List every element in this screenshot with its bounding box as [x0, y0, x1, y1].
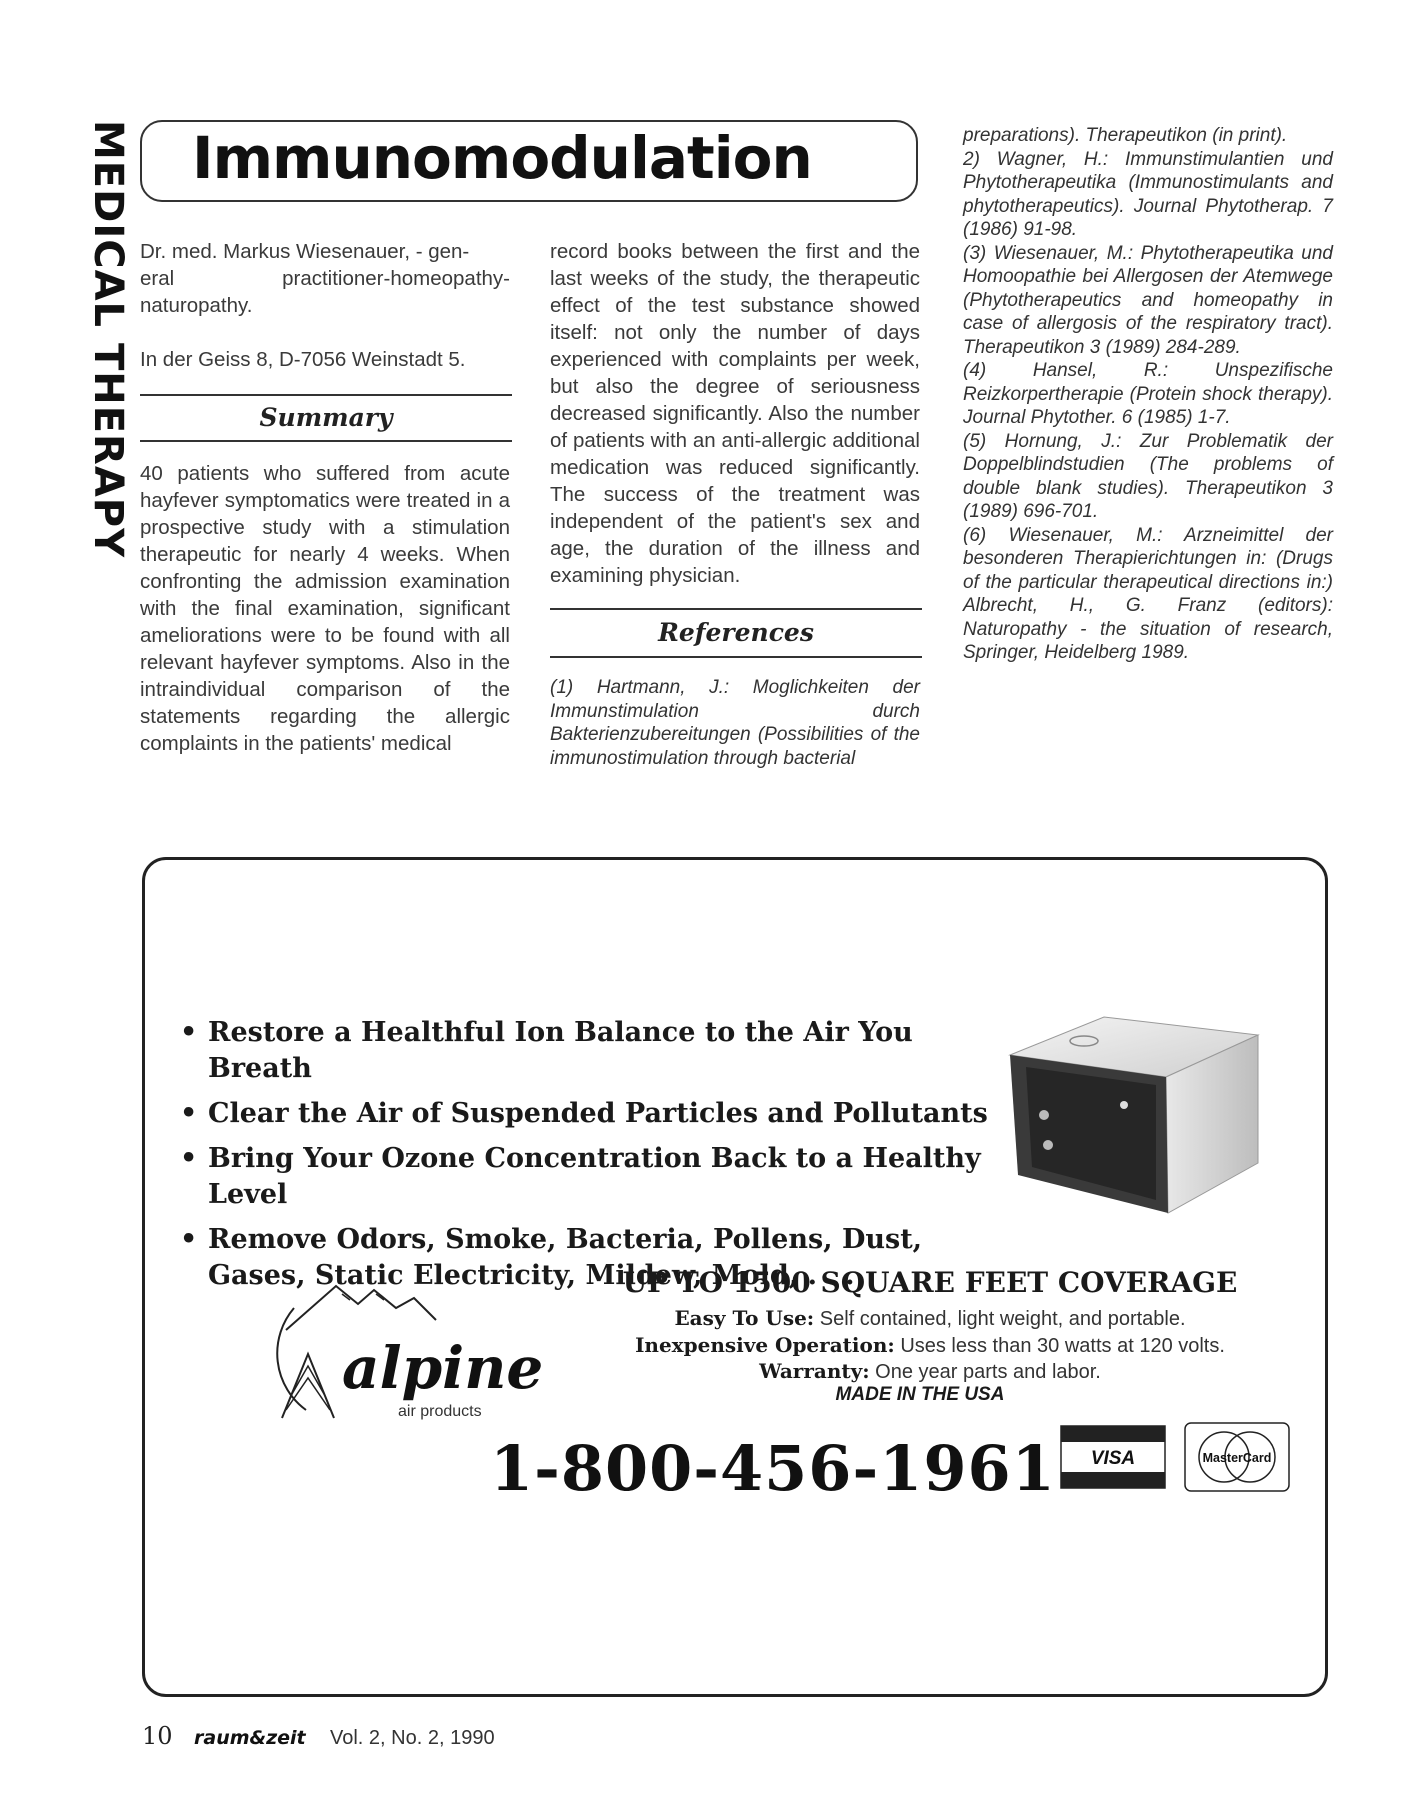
reference-item: (4) Hansel, R.: Unspezifische Reizkorpertherapie (Protein shock therapy). Journal Phytother. 6 (1985) 1-7. — [963, 360, 1333, 428]
mastercard-text: MasterCard — [1202, 1451, 1272, 1465]
reference-item: 2) Wagner, H.: Immunstimulantien und Phytotherapeutika (Immunostimulants and phytotherapeutics). Journal Phytotherap. 7 (1986) 91-98. — [963, 148, 1333, 240]
page-number: 10 — [142, 1722, 173, 1750]
ad-bullet-text: Restore a Healthful Ion Balance to the Air You Breath — [208, 1017, 913, 1084]
author-line: Dr. med. Markus Wiesenauer, - gen- — [140, 240, 470, 263]
visa-text: VISA — [1090, 1448, 1136, 1469]
ad-bullet-text: Clear the Air of Suspended Particles and Pollutants — [208, 1098, 988, 1129]
logo-wordmark: alpine — [342, 1334, 544, 1402]
visa-card-icon — [1060, 1425, 1166, 1489]
summary-paragraph-continued: record books between the first and the last weeks of the study, the therapeutic effect of the test substance showed itself: not only the number of days experienced with complaints per week, but also the degree of seriousness decreased significantly. Also the number of patients with an anti-allergic additional medication was reduced significantly. The success of the treatment was independent of the patient's sex and age, the duration of the illness and examining physician. — [550, 240, 920, 587]
volume-info: Vol. 2, No. 2, 1990 — [330, 1727, 495, 1749]
air-purifier-image — [996, 995, 1266, 1220]
references-col-3 — [963, 124, 1333, 665]
summary-text — [140, 460, 510, 757]
mastercard-icon — [1184, 1422, 1290, 1492]
reference-item: (1) Hartmann, J.: Moglichkeiten der Immunstimulation durch Bakterienzubereitungen (Possibilities of the immunostimulation through bacterial — [550, 677, 920, 769]
author-line: eral practitioner-homeopathy- — [140, 267, 510, 290]
bullet-dot: • — [180, 1143, 198, 1174]
feature-line — [580, 1359, 1280, 1384]
summary-heading: Summary — [259, 403, 393, 432]
ad-bullet-list — [178, 1015, 1008, 1303]
reference-item: (6) Wiesenauer, M.: Arzneimittel der besonderen Therapierichtungen in: (Drugs of the particular therapeutical directions in:) Albrecht, H., G. Franz (editors): Naturopathy - the situation of research, Springer, Heidelberg 1989. — [963, 524, 1333, 663]
publication-name: raum&zeit — [194, 1727, 306, 1749]
made-in-label: MADE IN THE USA — [835, 1384, 1005, 1405]
author-address: In der Geiss 8, D-7056 Weinstadt 5. — [140, 348, 466, 371]
logo-subtitle: air products — [398, 1403, 482, 1420]
article-title: Immunomodulation — [192, 124, 812, 192]
divider — [140, 394, 512, 396]
ad-bullet — [178, 1096, 1008, 1132]
alpine-logo — [246, 1270, 544, 1420]
feature-line — [580, 1306, 1280, 1331]
summary-paragraph: 40 patients who suffered from acute hayfever symptomatics were treated in a prospective study with a stimulation therapeutic for nearly 4 weeks. When confronting the admission examination with the final examination, significant ameliorations were to be found with all relevant hayfever symptoms. Also in the intraindividual comparison of the statements regarding the allergic complaints in the patients' medical — [140, 462, 510, 755]
divider — [550, 608, 922, 610]
feature-text: One year parts and labor. — [875, 1361, 1101, 1383]
feature-label: Easy To Use: — [674, 1306, 815, 1330]
reference-item: (3) Wiesenauer, M.: Phytotherapeutika und Homoopathie bei Allergosen der Atemwege (Phytotherapeutics and homeopathy in case of allergosis of the respiratory tract). Therapeutikon 3 (1989) 284-289. — [963, 242, 1333, 358]
feature-label: Warranty: — [759, 1359, 870, 1383]
divider — [550, 656, 922, 658]
feature-text: Uses less than 30 watts at 120 volts. — [900, 1335, 1225, 1357]
references-col-2 — [550, 676, 920, 770]
reference-item: preparations). Therapeutikon (in print). — [963, 125, 1288, 146]
bullet-dot: • — [180, 1098, 198, 1129]
author-line: naturopathy. — [140, 294, 253, 317]
phone-number: 1-800-456-1961 — [490, 1432, 1056, 1505]
ad-bullet-text: Remove Odors, Smoke, Bacteria, Pollens, Dust, Gases, Static Electricity, Mildew, Mold, . . . — [208, 1224, 923, 1291]
feature-label: Inexpensive Operation: — [635, 1333, 895, 1357]
coverage-headline: UP TO 1500 SQUARE FEET COVERAGE — [622, 1266, 1238, 1299]
bullet-dot: • — [180, 1224, 198, 1255]
ad-bullet — [178, 1141, 1008, 1213]
bullet-dot: • — [180, 1017, 198, 1048]
divider — [140, 440, 512, 442]
summary-continued — [550, 238, 920, 589]
feature-text: Self contained, light weight, and portable. — [819, 1308, 1186, 1330]
ad-bullet — [178, 1015, 1008, 1087]
author-block — [140, 238, 510, 373]
feature-line — [580, 1333, 1280, 1358]
references-heading: References — [658, 618, 814, 647]
reference-item: (5) Hornung, J.: Zur Problematik der Doppelblindstudien (The problems of double blank studies). Therapeutikon 3 (1989) 696-701. — [963, 430, 1333, 522]
section-label: MEDICAL THERAPY — [85, 120, 131, 559]
ad-bullet-text: Bring Your Ozone Concentration Back to a Healthy Level — [208, 1143, 981, 1210]
